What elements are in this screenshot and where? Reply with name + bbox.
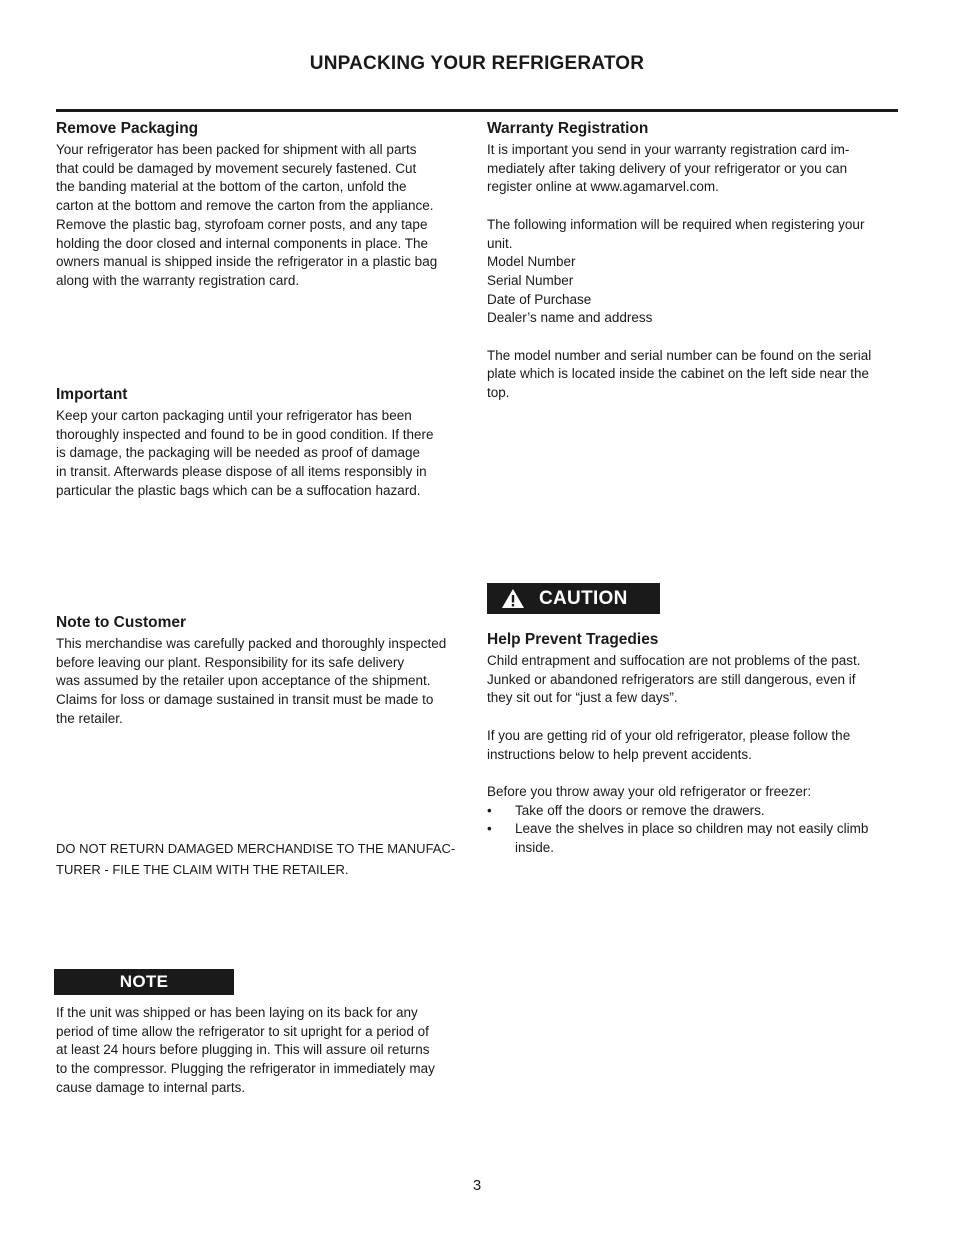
text-line: Junked or abandoned refrigerators are still dangerous, even if xyxy=(487,671,856,687)
text-line: that could be damaged by movement securely fastened. Cut xyxy=(56,160,417,176)
text-line: at least 24 hours before plugging in. This will assure oil returns xyxy=(56,1042,430,1058)
note-text xyxy=(56,1004,476,1098)
text-line: Before you throw away your old refrigerator or freezer: xyxy=(487,783,812,799)
remove-packaging-section xyxy=(56,119,476,291)
text-line: thoroughly inspected and found to be in good condition. If there xyxy=(56,426,434,442)
text-line: If you are getting rid of your old refrigerator, please follow the xyxy=(487,727,851,743)
caution-badge xyxy=(487,583,660,614)
text-line: plate which is located inside the cabinet on the left side near the xyxy=(487,366,869,382)
spacer xyxy=(487,197,899,216)
text-line: TURER - FILE THE CLAIM WITH THE RETAILER. xyxy=(56,862,349,877)
help-prevent-section xyxy=(487,630,899,858)
remove-packaging-text xyxy=(56,141,476,291)
text-line: is damage, the packaging will be needed as proof of damage xyxy=(56,445,420,461)
bullet-icon: • xyxy=(487,821,492,837)
disposal-steps-list xyxy=(487,802,899,858)
warranty-section xyxy=(487,119,899,403)
warranty-heading: Warranty Registration xyxy=(487,120,649,137)
note-to-customer-text xyxy=(56,635,476,729)
text-line: was assumed by the retailer upon acceptance of the shipment. xyxy=(56,673,431,689)
required-item: Model Number xyxy=(487,254,576,270)
text-line: cause damage to internal parts. xyxy=(56,1079,246,1095)
important-text xyxy=(56,407,476,501)
list-item xyxy=(487,802,899,821)
text-line: holding the door closed and internal components in place. The xyxy=(56,235,429,251)
note-to-customer-section xyxy=(56,613,476,729)
text-line: carton at the bottom and remove the carton from the appliance. xyxy=(56,198,434,214)
text-line: to the compressor. Plugging the refrigerator in immediately may xyxy=(56,1061,435,1077)
important-section xyxy=(56,385,476,501)
text-line: It is important you send in your warranty registration card im- xyxy=(487,142,850,157)
spacer xyxy=(487,764,899,783)
note-to-customer-heading: Note to Customer xyxy=(56,614,187,631)
text-line: period of time allow the refrigerator to sit upright for a period of xyxy=(56,1023,429,1039)
note-badge: NOTE xyxy=(54,969,234,995)
warning-triangle-icon xyxy=(498,583,528,614)
text-line: along with the warranty registration card. xyxy=(56,272,300,288)
text-line: the banding material at the bottom of the carton, unfold the xyxy=(56,179,407,195)
text-line: register online at www.agamarvel.com. xyxy=(487,179,719,195)
note-section xyxy=(56,1004,476,1098)
page-title: UNPACKING YOUR REFRIGERATOR xyxy=(309,53,645,74)
text-line: Remove the plastic bag, styrofoam corner posts, and any tape xyxy=(56,216,428,232)
text-line: DO NOT RETURN DAMAGED MERCHANDISE TO THE MANUFAC- xyxy=(56,841,456,856)
help-prevent-heading: Help Prevent Tragedies xyxy=(487,631,659,648)
text-line: owners manual is shipped inside the refrigerator in a plastic bag xyxy=(56,254,438,270)
text-line: the retailer. xyxy=(56,710,123,726)
text-line: Child entrapment and suffocation are not problems of the past. xyxy=(487,653,861,668)
text-line: The following information will be required when registering your xyxy=(487,216,865,232)
warranty-text xyxy=(487,141,899,403)
important-heading: Important xyxy=(56,386,128,403)
header-rule xyxy=(56,109,898,112)
text-line: mediately after taking delivery of your refrigerator or you can xyxy=(487,160,848,176)
text-line: in transit. Afterwards please dispose of all items responsibly in xyxy=(56,464,427,480)
text-line: particular the plastic bags which can be a suffocation hazard. xyxy=(56,482,421,498)
remove-packaging-heading: Remove Packaging xyxy=(56,120,199,137)
text-line: This merchandise was carefully packed and thoroughly inspected xyxy=(56,636,447,651)
bullet-icon: • xyxy=(487,802,492,818)
list-item-text: Leave the shelves in place so children may not easily climb inside. xyxy=(515,821,869,855)
list-item xyxy=(487,820,890,857)
text-line: top. xyxy=(487,385,510,401)
required-item: Serial Number xyxy=(487,272,574,288)
page-number: 3 xyxy=(472,1177,482,1194)
help-prevent-text xyxy=(487,652,899,802)
spacer xyxy=(487,328,899,347)
text-line: unit. xyxy=(487,235,513,251)
return-warning-text xyxy=(56,838,476,880)
caution-label: CAUTION xyxy=(539,587,628,609)
required-item: Dealer’s name and address xyxy=(487,310,653,326)
text-line: Claims for loss or damage sustained in transit must be made to xyxy=(56,692,434,708)
text-line: instructions below to help prevent accidents. xyxy=(487,746,752,762)
return-warning xyxy=(56,838,476,880)
text-line: Your refrigerator has been packed for shipment with all parts xyxy=(56,142,417,157)
text-line: If the unit was shipped or has been laying on its back for any xyxy=(56,1005,418,1020)
text-line: they sit out for “just a few days”. xyxy=(487,690,678,706)
text-line: before leaving our plant. Responsibility for its safe delivery xyxy=(56,654,405,670)
text-line: Keep your carton packaging until your refrigerator has been xyxy=(56,408,412,423)
list-item-text: Take off the doors or remove the drawers. xyxy=(515,802,765,818)
spacer xyxy=(487,708,899,727)
text-line: The model number and serial number can be found on the serial xyxy=(487,347,872,363)
required-item: Date of Purchase xyxy=(487,291,592,307)
